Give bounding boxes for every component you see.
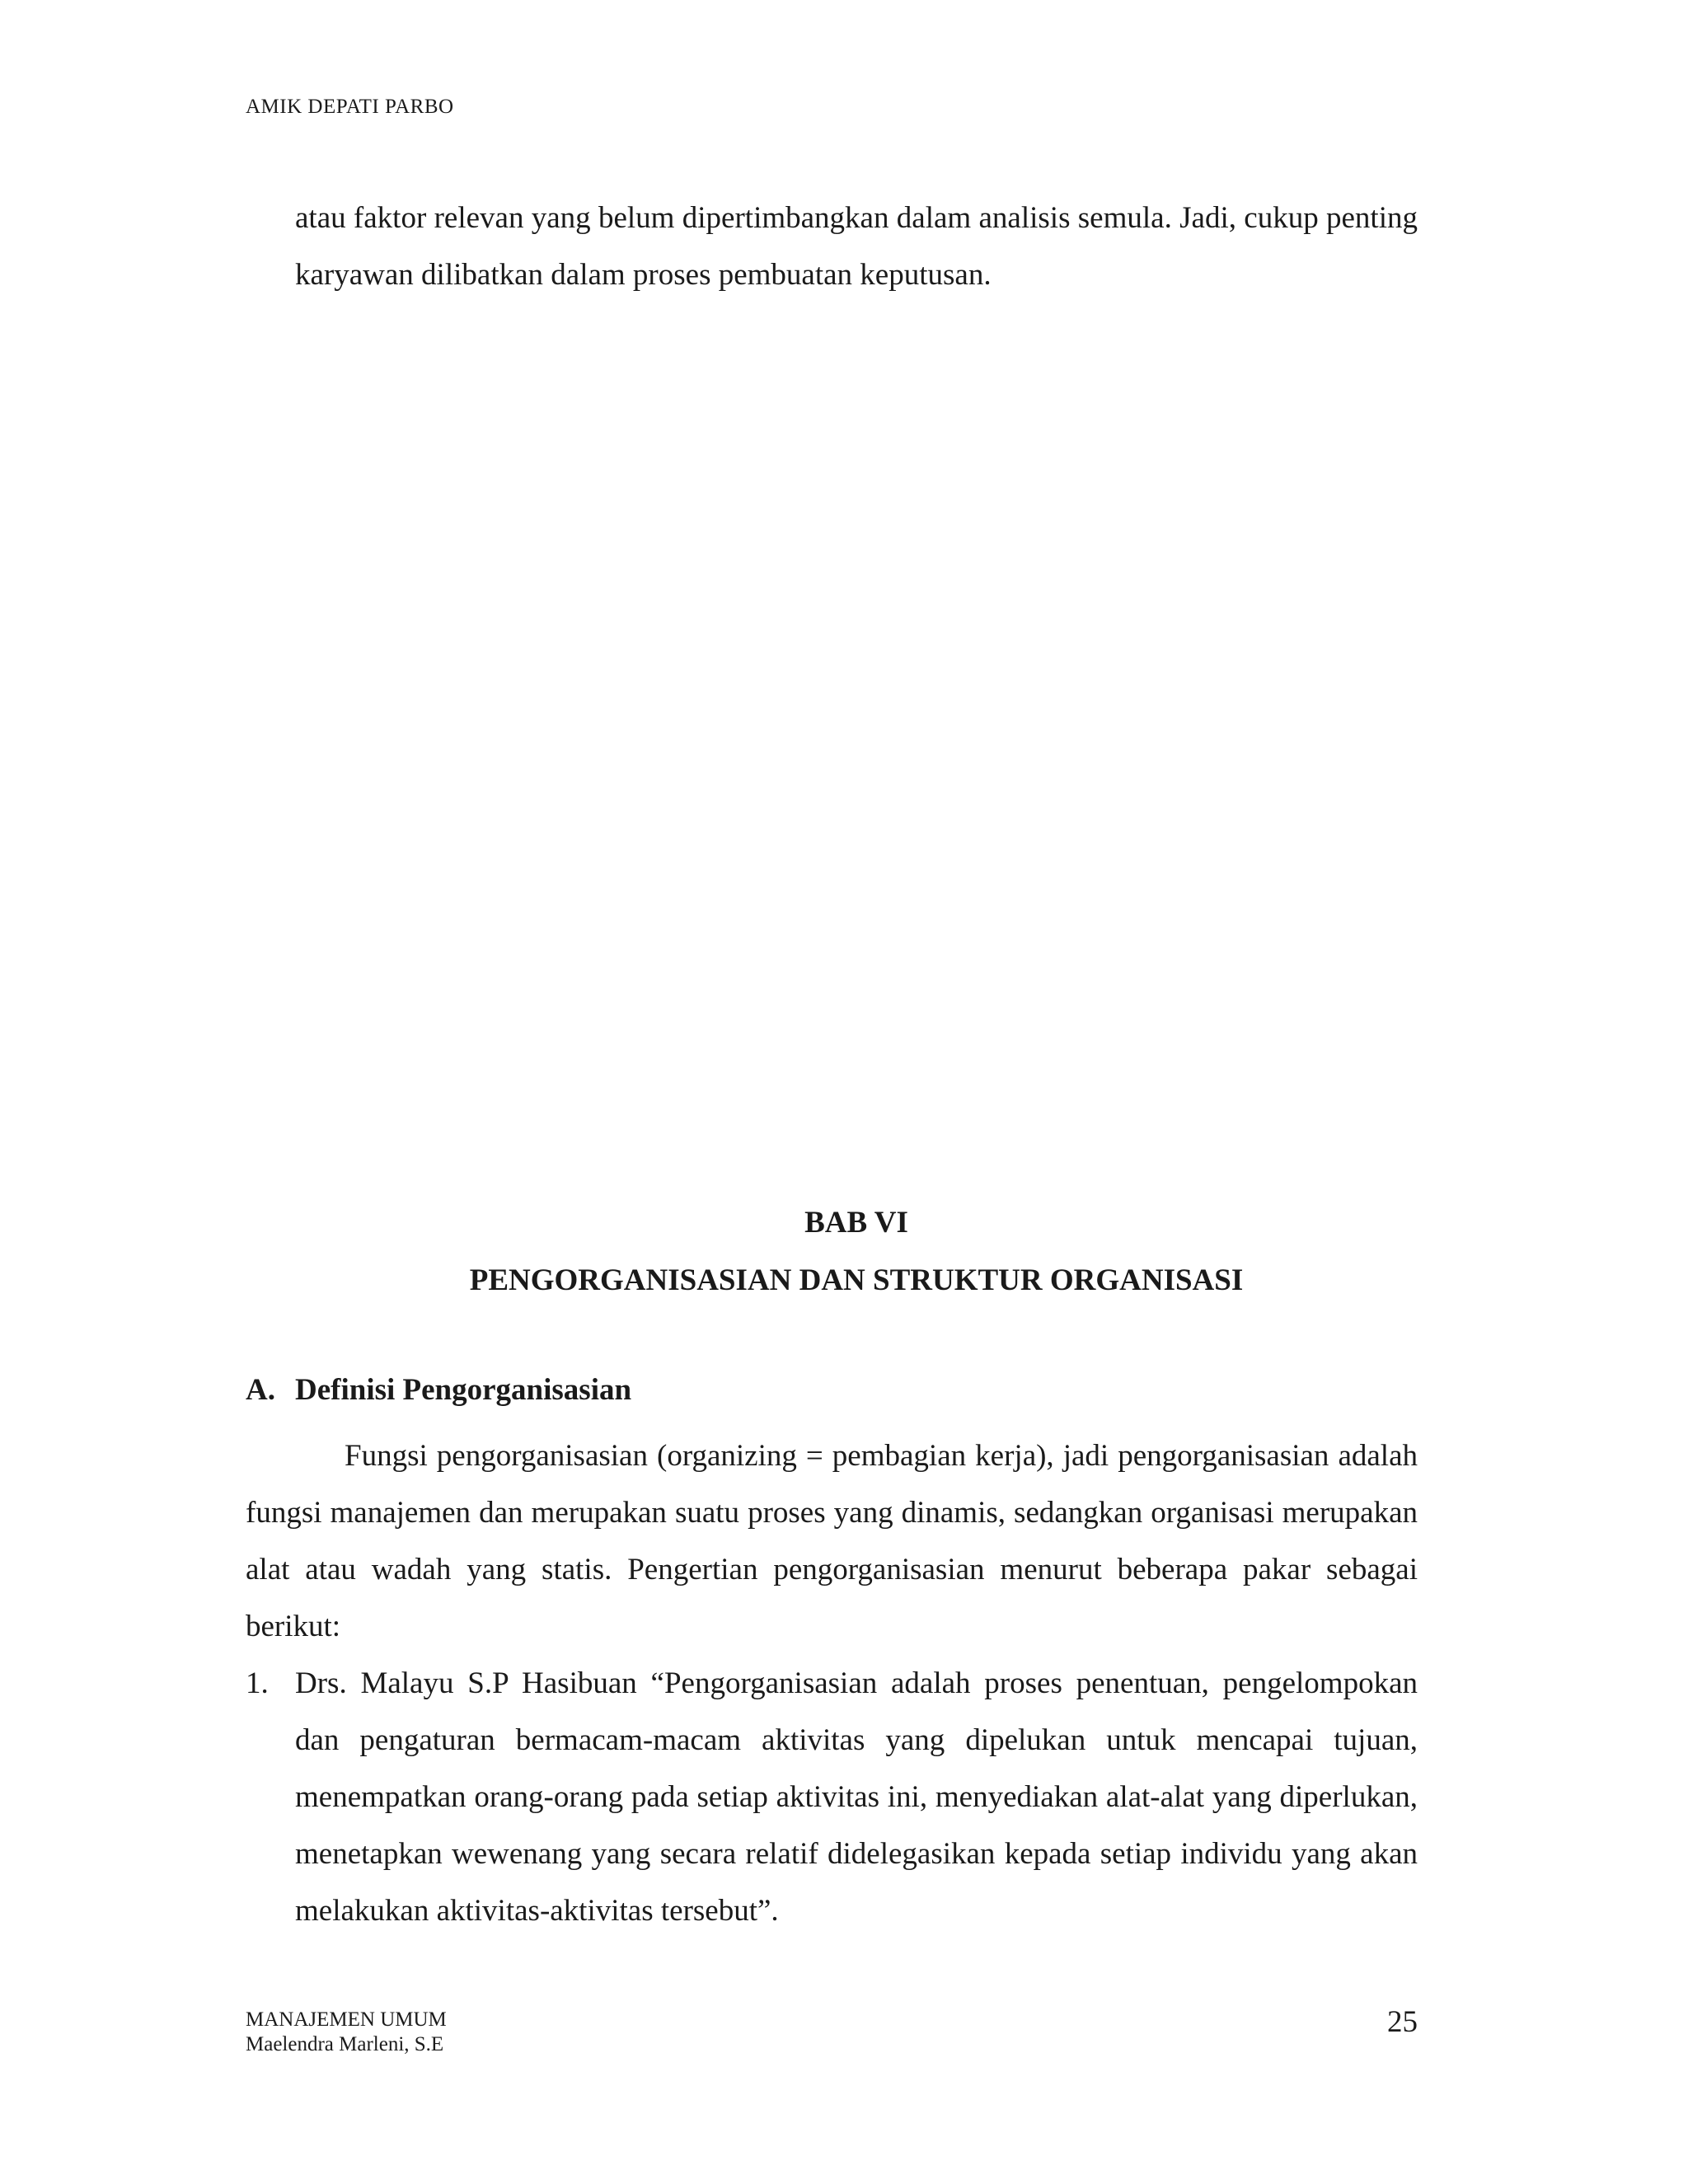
section-title: Definisi Pengorganisasian [295, 1373, 632, 1407]
section-letter: A. [246, 1373, 275, 1407]
section-heading [246, 1372, 631, 1408]
chapter-number: BAB VI [804, 1206, 908, 1240]
footer-author: Maelendra Marleni, S.E [246, 2033, 444, 2055]
page-number: 25 [1387, 2005, 1418, 2039]
section-paragraph: Fungsi pengorganisasian (organizing = pembagian kerja), jadi pengorganisasian adalah fungsi manajemen dan merupakan suatu proses yang dinamis, sedangkan organisasi merupakan alat atau wadah yang statis. Pengertian pengorganisasian menurut beberapa pakar sebagai berikut: [246, 1439, 1418, 1643]
footer-credits [246, 2008, 447, 2057]
footer-book-title: MANAJEMEN UMUM [246, 2008, 447, 2031]
chapter-title: PENGORGANISASIAN DAN STRUKTUR ORGANISASI [469, 1263, 1244, 1297]
running-header: AMIK DEPATI PARBO [246, 96, 454, 118]
list-item-number: 1. [246, 1666, 269, 1700]
continuation-paragraph: atau faktor relevan yang belum dipertimbangkan dalam analisis semula. Jadi, cukup penting karyawan dilibatkan dalam proses pembuatan keputusan. [295, 201, 1418, 292]
list-item-text: Drs. Malayu S.P Hasibuan “Pengorganisasian adalah proses penentuan, pengelompokan dan pengaturan bermacam-macam aktivitas yang dipelukan untuk mencapai tujuan, menempatkan orang-orang pada setiap aktivitas ini, menyediakan alat-alat yang diperlukan, menetapkan wewenang yang secara relatif didelegasikan kepada setiap individu yang akan melakukan aktivitas-aktivitas tersebut”. [295, 1666, 1418, 1928]
